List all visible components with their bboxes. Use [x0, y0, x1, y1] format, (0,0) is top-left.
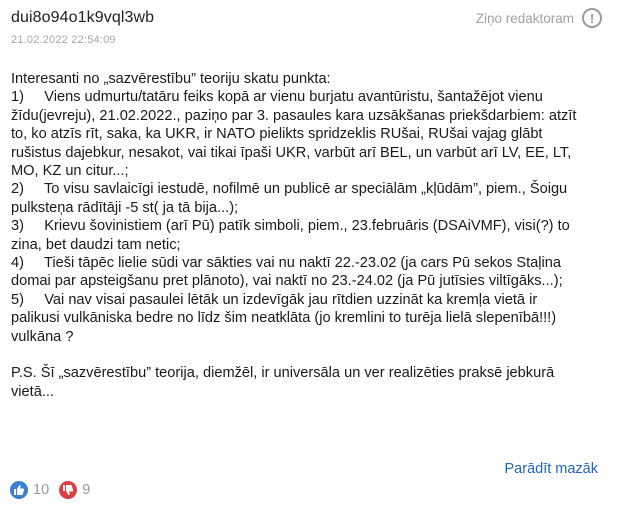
body-line: P.S. Šī „sazvērestību” teorija, diemžēl, ir universāla un ver realizēties praksē jebkurā: [11, 365, 555, 382]
body-line: vietā...: [11, 383, 54, 400]
body-line: MO, KZ un citur...;: [11, 163, 129, 180]
alert-circle-icon: !: [582, 8, 602, 28]
body-line: to, ko atzīs rīt, saka, ka UKR, ir NATO pielikts spridzeklis RUšai, RUšai vajag glābt: [11, 126, 543, 143]
body-spacer: [11, 346, 611, 364]
comment-body: [11, 70, 611, 401]
like-button[interactable]: [10, 481, 49, 499]
report-to-editor-button[interactable]: [476, 8, 602, 28]
thumbs-down-icon: [59, 481, 77, 499]
comment-header: [11, 8, 602, 32]
body-line: 5) Vai nav visai pasaulei lētāk un izdevīgāk jau rītdien uzzināt ka kremļa vietā ir: [11, 291, 538, 308]
body-line: domai par apsteigšanu pret plānoto), vai naktī no 23.-24.02 (ja Pū jutīsies viltīgāks...);: [11, 273, 563, 290]
comment-timestamp: 21.02.2022 22:54:09: [11, 34, 116, 46]
dislike-count: 9: [82, 482, 91, 498]
body-line: 2) To visu savlaicīgi iestudē, nofilmē un publicē ar speciālām „kļūdām”, piem., Šoigu: [11, 181, 568, 198]
body-line: 1) Viens udmurtu/tatāru feiks kopā ar vienu burjatu avantūristu, šantažējot vienu: [11, 89, 543, 106]
report-label: Ziņo redaktoram: [475, 10, 574, 26]
body-line: 4) Tieši tāpēc lielie sūdi var sākties vai nu naktī 22.-23.02 (ja cars Pū sekos Staļina: [11, 255, 561, 272]
body-line: rušistus dajebkur, nesakot, vai tikai īpaši UKR, varbūt arī BEL, un varbūt arī LV, EE, LT,: [11, 144, 572, 161]
show-less-link[interactable]: Parādīt mazāk: [504, 461, 598, 477]
comment-author[interactable]: dui8o94o1k9vql3wb: [11, 9, 155, 26]
body-line: žīdu(jevreju), 21.02.2022., paziņo par 3. pasaules kara uzsākšanas priekšdarbiem: atzīt: [11, 107, 577, 124]
body-line: pulksteņa rādītāji -5 st( ja tā bija...);: [11, 199, 239, 216]
reactions-bar: [10, 481, 100, 499]
body-line: vulkāna ?: [11, 328, 74, 345]
dislike-button[interactable]: [59, 481, 90, 499]
body-line: zina, bet daudzi tam netic;: [11, 236, 181, 253]
like-count: 10: [33, 482, 50, 498]
body-line: 3) Krievu šovinistiem (arī Pū) patīk simboli, piem., 23.februāris (DSAiVMF), visi(?) to: [11, 218, 570, 235]
thumbs-up-icon: [10, 481, 28, 499]
body-line: Interesanti no „sazvērestību” teoriju skatu punkta:: [11, 71, 331, 87]
body-line: palikusi vulkāniska bedre no līdz šim neatklāta (jo kremlini to turēja lielā slepenībā!!!): [11, 310, 557, 327]
